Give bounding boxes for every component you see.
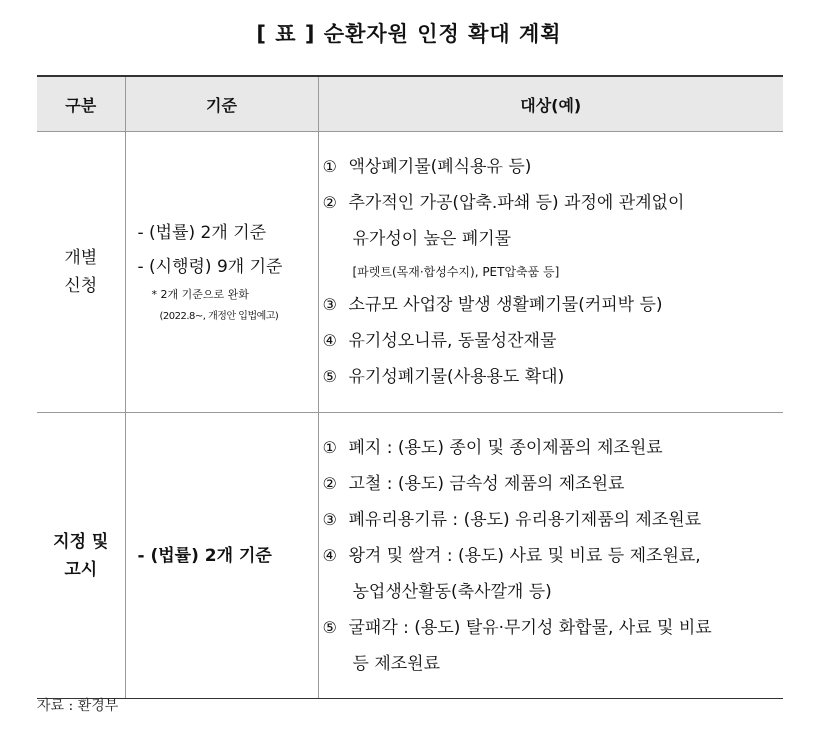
list-item-continuation: 유가성이 높은 폐기물 [352,229,512,249]
category-line: 신청 [64,276,98,296]
header-category: 구분 [37,76,125,132]
list-item: ② 고철 : (용도) 금속성 제품의 제조원료 [322,473,625,494]
list-item: ② 추가적인 가공(압축.파쇄 등) 과정에 관계없이 [322,193,685,213]
list-item: ① 액상폐기물(폐식용유 등) [322,157,532,177]
list-item: ③ 폐유리용기류 : (용도) 유리용기제품의 제조원료 [322,509,702,530]
header-row [37,76,783,132]
list-item: ⑤ 굴패각 : (용도) 탈유·무기성 화합물, 사료 및 비료 [322,617,712,638]
list-item: ⑤ 유기성폐기물(사용용도 확대) [322,367,565,387]
list-item: ③ 소규모 사업장 발생 생활폐기물(커피박 등) [322,295,663,315]
category-cell [37,132,125,413]
category-line: 지정 및 [53,531,109,552]
criteria-note-date: (2022.8~, 개정안 입법예고) [159,311,279,322]
criteria-note: * 2개 기준으로 완화 [151,288,249,301]
header-targets: 대상(예) [318,76,783,132]
category-line: 고시 [64,559,98,580]
criteria-line: - (법률) 2개 기준 [137,223,267,243]
circular-resource-table [37,75,783,699]
header-criteria: 기준 [125,76,318,132]
criteria-line: - (시행령) 9개 기준 [137,257,283,277]
list-item: ① 폐지 : (용도) 종이 및 종이제품의 제조원료 [322,437,663,458]
list-item: ④ 왕겨 및 쌀겨 : (용도) 사료 및 비료 등 제조원료, [322,545,701,566]
source-note: 자료 : 환경부 [37,698,119,714]
criteria-cell [125,132,318,413]
category-line: 개별 [64,248,98,268]
list-item-subnote: [파렛트(목재·합성수지), PET압축품 등] [352,265,560,279]
list-item-continuation: 등 제조원료 [352,653,441,674]
targets-cell [318,413,783,699]
list-item-continuation: 농업생산활동(축사깔개 등) [352,581,552,602]
table-row [37,132,783,413]
criteria-cell [125,413,318,699]
table-title: [ 표 ] 순환자원 인정 확대 계획 [256,22,562,46]
table-row [37,413,783,699]
targets-cell [318,132,783,413]
list-item: ④ 유기성오니류, 동물성잔재물 [322,331,557,351]
criteria-line: - (법률) 2개 기준 [137,545,272,566]
category-cell [37,413,125,699]
